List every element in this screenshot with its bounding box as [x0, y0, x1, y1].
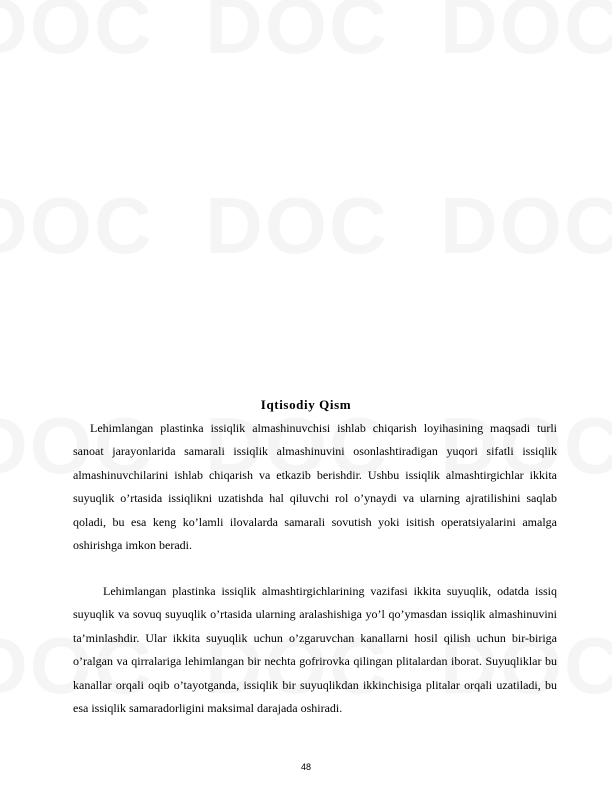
watermark-doc [440, 180, 612, 272]
section-title: Iqtisodiy Qism [260, 397, 352, 412]
body-paragraph-2: Lehimlangan plastinka issiqlik almashtirgichlarining vazifasi ikkita suyuqlik, odatda issiq suyuqlik va sovuq suyuqlik o’rtasida ularning aralashishiga yo’l qo’ymasdan issiqlik almashinuvini ta’minlashdir. Ular ikkita suyuqlik uchun o’zgaruvchan kanallarni hosil qilish uchun bir-biriga o’ralgan va qirralariga lehimlangan bir nechta gofrirovka qilingan plitalardan iborat. Suyuqliklar bu kanallar orqali oqib o’tayotganda, issiqlik bir suyuqlikdan ikkinchisiga plitalar orqali uzatiladi, bu esa issiqlik samaradorligini maksimal darajada oshiradi. [73, 584, 557, 716]
watermark-doc [0, 180, 154, 272]
watermark-doc [440, 0, 612, 72]
page-number: 48 [300, 762, 311, 772]
watermark-doc [205, 0, 389, 72]
watermark-doc [205, 180, 389, 272]
body-paragraph-1: Lehimlangan plastinka issiqlik almashinuvchisi ishlab chiqarish loyihasining maqsadi turli sanoat jarayonlarida samarali issiqlik almashinuvini osonlashtiradigan yuqori sifatli issiqlik almashinuvchilarini ishlab chiqarish va etkazib berishdir. Ushbu issiqlik almashtirgichlar ikkita suyuqlik o’rtasida issiqlikni uzatishda hal qiluvchi rol o’ynaydi va ularning ajratilishini saqlab qoladi, bu esa keng ko’lamli ilovalarda samarali sovutish yoki isitish operatsiyalarini amalga oshirishga imkon beradi. [73, 421, 557, 553]
watermark-doc [0, 0, 154, 72]
